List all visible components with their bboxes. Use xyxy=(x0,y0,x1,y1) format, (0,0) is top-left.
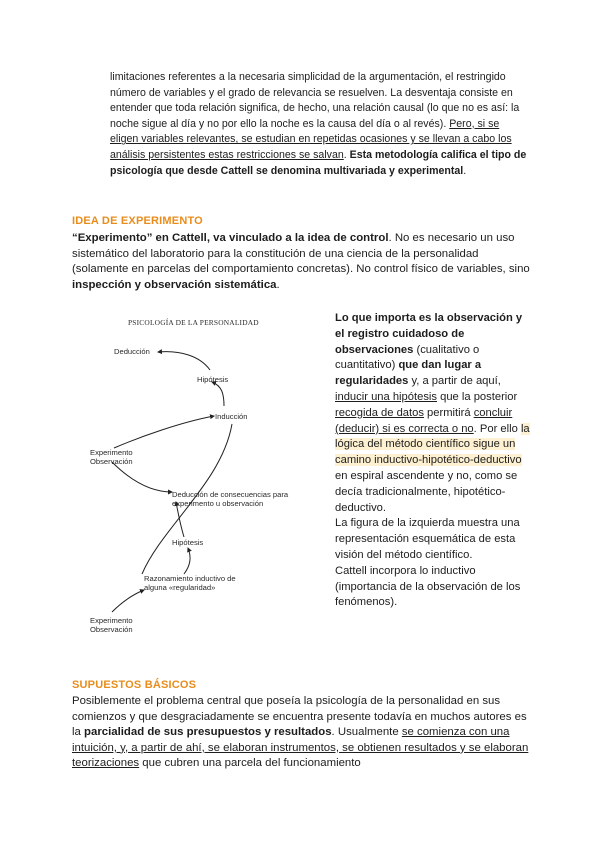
side-underline-3: concluir (deducir) si es correcta o no xyxy=(335,406,513,435)
side-text-1: (cualitativo o cuantitativo) xyxy=(335,343,480,372)
supuestos-paragraph xyxy=(72,694,532,772)
side-text-8: Cattell incorpora lo inductivo (importancia de la observación de los fenómenos). xyxy=(335,564,521,609)
label-observacion-2: Observación xyxy=(90,625,133,634)
experiment-bold-2: inspección y observación sistemática xyxy=(72,278,277,291)
arrow-razonamiento-to-hipotesis xyxy=(184,548,190,574)
curve-deduccion-to-observacion xyxy=(112,462,172,492)
side-bold-2: que dan lugar a regularidades xyxy=(335,359,482,388)
method-diagram xyxy=(72,312,322,642)
label-hipotesis-mid: Hipótesis xyxy=(172,538,204,547)
supuestos-text-3: que cubren una parcela del funcionamiento xyxy=(139,757,361,770)
side-highlight: la lógica del método científico sigue un camino inductivo-hipotético-deductivo xyxy=(335,422,530,467)
side-underline-2: recogida de datos xyxy=(335,406,424,419)
label-observacion-1: Observación xyxy=(90,457,133,466)
arrow-observacion-to-induccion xyxy=(114,416,214,448)
label-deduccion-consecuencias-2: experimento u observación xyxy=(172,499,264,508)
label-experimento-2: Experimento xyxy=(90,616,133,625)
intro-period: . xyxy=(343,148,350,161)
intro-paragraph xyxy=(110,70,530,179)
label-deduccion-consecuencias-1: Deducción de consecuencias para xyxy=(172,490,289,499)
side-text-7: La figura de la izquierda muestra una representación esquemática de esta visión del método científico. xyxy=(335,517,520,561)
label-induccion: Inducción xyxy=(215,412,248,421)
arrow-observacion-to-razonamiento xyxy=(112,590,144,612)
label-hipotesis-top: Hipótesis xyxy=(197,375,229,384)
intro-end: . xyxy=(463,164,467,177)
heading-idea-de-experimento: IDEA DE EXPERIMENTO xyxy=(72,215,203,227)
label-experimento-1: Experimento xyxy=(90,448,133,457)
experiment-paragraph xyxy=(72,231,530,293)
experiment-bold-1: “Experimento” en Cattell, va vinculado a la idea de control xyxy=(72,232,389,244)
label-deduccion: Deducción xyxy=(114,347,150,356)
intro-underlined-text: Pero, si se eligen variables relevantes, se estudian en repetidas ocasiones y se llevan a cabo los análisis persistentes estas restricciones se salvan xyxy=(110,117,512,161)
arrow-induccion-to-hipotesis xyxy=(212,382,224,406)
experiment-end: . xyxy=(276,278,280,291)
supuestos-underline-1: se comienza con una intuición, y, a partir de ahí, se elaboran instrumentos, se obtienen resultados y se elaboran teorizaciones xyxy=(72,726,529,770)
side-underline-1: inducir una hipótesis xyxy=(335,390,437,403)
side-text-5: . Por ello xyxy=(473,422,521,435)
intro-bold-text: Esta metodología califica el tipo de psicología que desde Cattell se denomina multivariada y experimental xyxy=(110,148,527,177)
side-text-3: que la posterior xyxy=(437,390,518,403)
supuestos-bold-1: parcialidad de sus presupuestos y resultados xyxy=(84,726,332,739)
figure-title: PSICOLOGÍA DE LA PERSONALIDAD xyxy=(128,318,259,327)
side-text-4: permitirá xyxy=(423,406,474,419)
arrow-hipotesis-to-deduccion xyxy=(158,352,210,370)
supuestos-text-1: Posiblemente el problema central que poseía la psicología de la personalidad en sus comienzos y que desgraciadamente se encuentra presente todavía en muchos autores es la xyxy=(72,695,527,739)
experiment-text-1: . No es necesario un uso sistemático del laboratorio para la constitución de una ciencia de la personalidad (solamente en parcelas del comportamiento concretas). No control físico de variables, sino xyxy=(72,232,530,276)
side-text-6: en espiral ascendente y no, como se decía tradicionalmente, hipotético-deductivo. xyxy=(335,469,518,514)
side-paragraph xyxy=(335,311,533,611)
intro-text: limitaciones referentes a la necesaria simplicidad de la argumentación, el restringido número de variables y el grado de relevancia se resuelven. La desventaja consiste en entender que toda relación significa, de hecho, una relación causal (lo que no es así: la noche sigue al día y no por ello la noche es la causa del día o al revés). xyxy=(110,71,520,130)
side-bold-1: Lo que importa es la observación y el registro cuidadoso de observaciones xyxy=(335,312,523,356)
spiral-diagram-svg xyxy=(72,312,322,642)
label-razonamiento-2: alguna «regularidad» xyxy=(144,583,216,592)
label-razonamiento-1: Razonamiento inductivo de xyxy=(144,574,236,583)
heading-supuestos-basicos: SUPUESTOS BÁSICOS xyxy=(72,679,197,691)
supuestos-text-2: . Usualmente xyxy=(331,726,402,739)
side-text-2: y, a partir de aquí, xyxy=(408,375,501,388)
